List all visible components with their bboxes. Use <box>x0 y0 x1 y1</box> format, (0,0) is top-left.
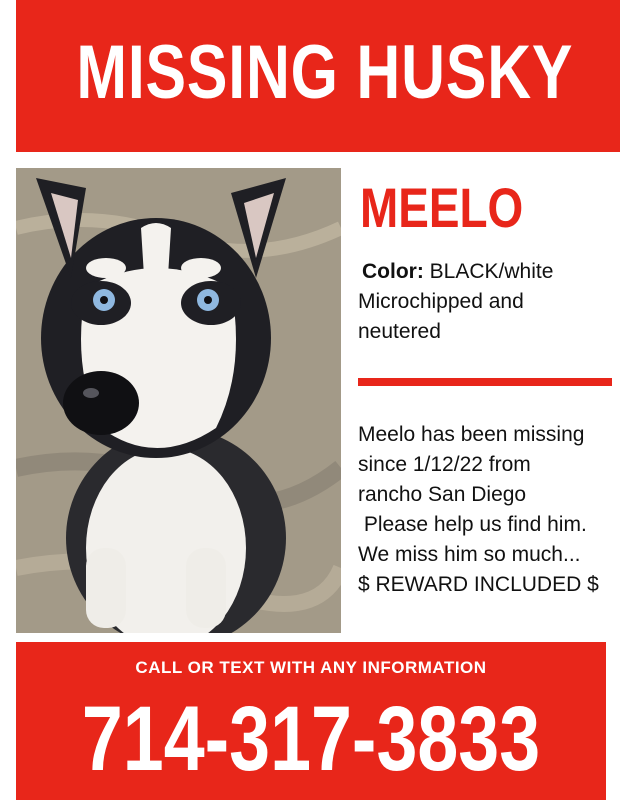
header-banner <box>16 0 620 152</box>
story-line: rancho San Diego <box>358 483 527 506</box>
story-line: Please help us find him. <box>358 513 587 536</box>
dog-details <box>358 257 620 347</box>
story-line: Meelo has been missing <box>358 423 585 446</box>
medical-line-1: Microchipped and <box>358 290 524 313</box>
phone-number[interactable]: 714-317-3833 <box>81 688 541 790</box>
contact-cta: CALL OR TEXT WITH ANY INFORMATION <box>135 658 487 677</box>
medical-line-2: neutered <box>358 320 441 343</box>
section-divider <box>358 378 612 386</box>
story-line: We miss him so much... <box>358 543 581 566</box>
color-line <box>358 257 620 287</box>
color-value: BLACK/white <box>429 260 554 283</box>
story-line: since 1/12/22 from <box>358 453 531 476</box>
husky-illustration <box>16 168 341 633</box>
poster-title: MISSING HUSKY <box>76 30 574 115</box>
reward-line: $ REWARD INCLUDED $ <box>358 573 599 596</box>
contact-banner <box>16 642 606 800</box>
color-label: Color: <box>362 260 424 283</box>
dog-photo <box>16 168 341 633</box>
dog-name: MEELO <box>360 176 524 239</box>
missing-story <box>358 420 620 600</box>
